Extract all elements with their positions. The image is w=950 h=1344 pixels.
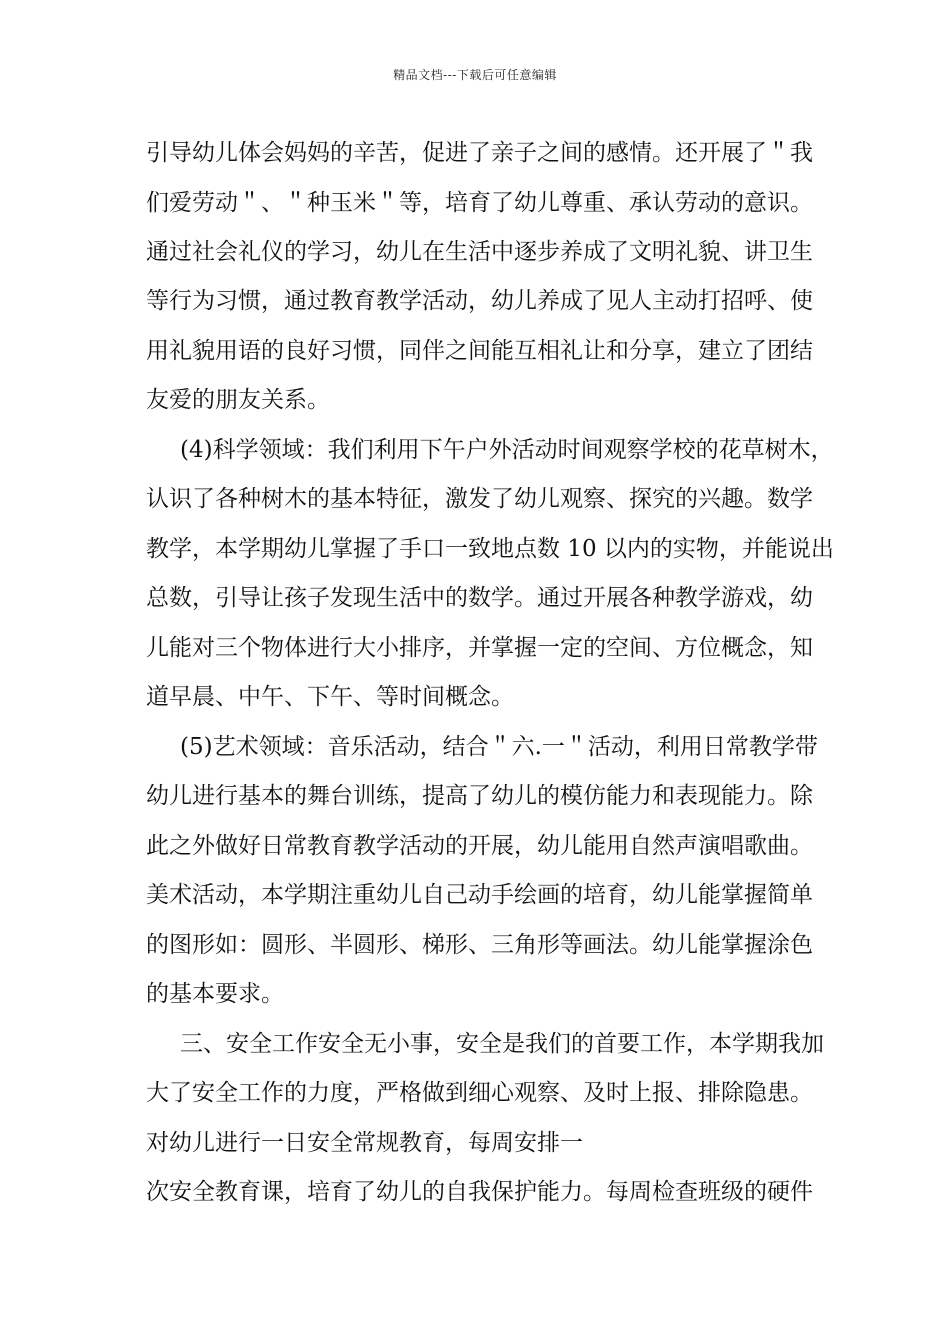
text-line: (4)科学领域：我们利用下午户外活动时间观察学校的花草树木，: [180, 437, 834, 463]
text-line: 友爱的朋友关系。: [146, 387, 330, 413]
text-line: 道早晨、中午、下午、等时间概念。: [146, 684, 514, 710]
text-line: 通过社会礼仪的学习，幼儿在生活中逐步养成了文明礼貌、讲卫生: [146, 239, 813, 265]
text-line: 们爱劳动＂、＂种玉米＂等，培育了幼儿尊重、承认劳动的意识。: [146, 190, 813, 216]
text-line: 大了安全工作的力度，严格做到细心观察、及时上报、排除隐患。: [146, 1080, 813, 1106]
text-line: 幼儿进行基本的舞台训练，提高了幼儿的模仿能力和表现能力。除: [146, 783, 813, 809]
text-line: (5)艺术领域：音乐活动，结合＂六.一＂活动，利用日常教学带: [180, 734, 818, 760]
text-line: 总数，引导让孩子发现生活中的数学。通过开展各种教学游戏，幼: [146, 585, 813, 611]
text-line: 的基本要求。: [146, 981, 284, 1007]
text-line: 此之外做好日常教育教学活动的开展，幼儿能用自然声演唱歌曲。: [146, 833, 813, 859]
text-line: 等行为习惯，通过教育教学活动，幼儿养成了见人主动打招呼、使: [146, 288, 813, 314]
text-line: 用礼貌用语的良好习惯，同伴之间能互相礼让和分享，建立了团结: [146, 338, 813, 364]
page-header: 精品文档---下载后可任意编辑: [393, 68, 557, 82]
text-line: 认识了各种树木的基本特征，激发了幼儿观察、探究的兴趣。数学: [146, 486, 813, 512]
text-line: 次安全教育课，培育了幼儿的自我保护能力。每周检查班级的硬件: [146, 1179, 813, 1205]
text-line: 儿能对三个物体进行大小排序，并掌握一定的空间、方位概念，知: [146, 635, 813, 661]
text-line: 教学，本学期幼儿掌握了手口一致地点数 10 以内的实物，并能说出: [146, 536, 834, 562]
text-line: 的图形如：圆形、半圆形、梯形、三角形等画法。幼儿能掌握涂色: [146, 932, 813, 958]
text-line: 三、安全工作安全无小事，安全是我们的首要工作，本学期我加: [180, 1031, 824, 1057]
text-line: 美术活动，本学期注重幼儿自己动手绘画的培育，幼儿能掌握简单: [146, 882, 813, 908]
text-line: 对幼儿进行一日安全常规教育，每周安排一: [146, 1130, 583, 1156]
text-line: 引导幼儿体会妈妈的辛苦，促进了亲子之间的感情。还开展了＂我: [146, 140, 813, 166]
